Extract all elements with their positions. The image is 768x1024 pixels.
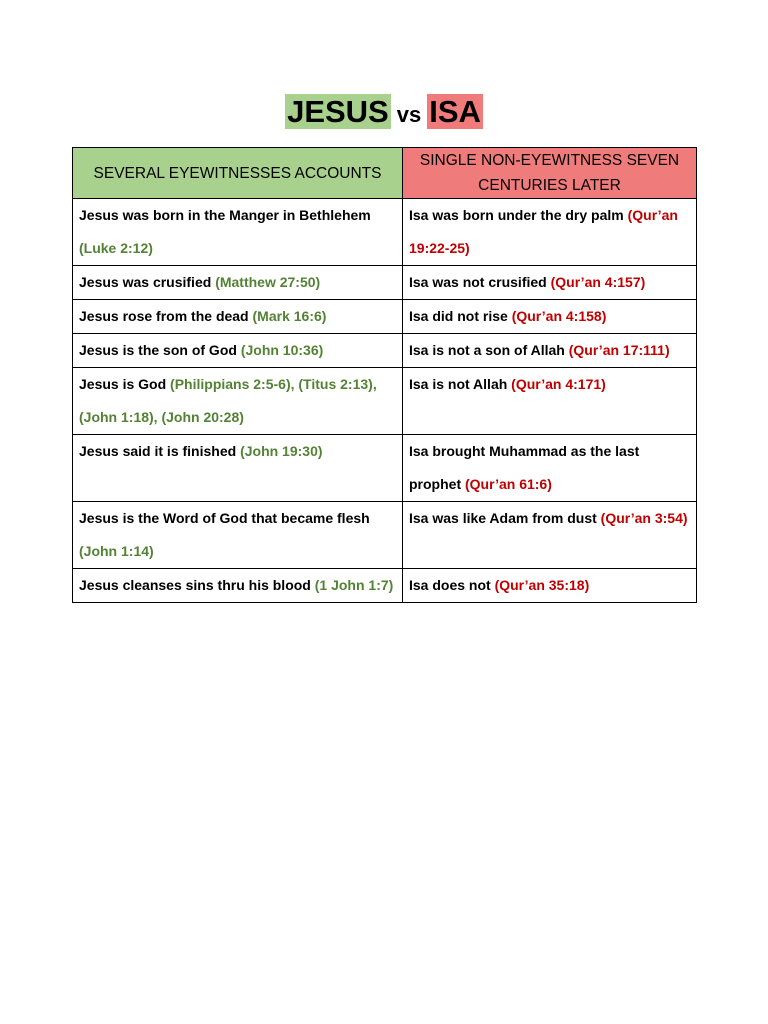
title-jesus: JESUS (287, 94, 389, 129)
jesus-statement: Jesus rose from the dead (79, 308, 253, 324)
jesus-cell (73, 569, 403, 603)
bible-reference: (Luke 2:12) (79, 240, 153, 256)
quran-reference: (Qur’an 4:171) (511, 376, 606, 392)
isa-statement: Isa was not crusified (409, 274, 551, 290)
isa-statement: Isa brought Muhammad as the last prophet (409, 443, 640, 492)
page-title (0, 92, 768, 138)
bible-reference: (John 10:36) (240, 342, 324, 358)
table-row (73, 569, 697, 603)
isa-cell (403, 199, 697, 266)
isa-cell (403, 569, 697, 603)
bible-reference: (Mark 16:6) (252, 308, 327, 324)
isa-statement: Isa did not rise (409, 308, 512, 324)
isa-statement: Isa does not (409, 577, 495, 593)
jesus-cell (73, 502, 403, 569)
quran-reference: (Qur’an 35:18) (494, 577, 590, 593)
jesus-cell (73, 300, 403, 334)
quran-reference: (Qur’an 61:6) (465, 476, 552, 492)
quran-reference: (Qur’an 3:54) (600, 510, 688, 526)
jesus-statement: Jesus is the Word of God that became flesh (79, 510, 370, 526)
comparison-table (72, 147, 697, 603)
table-row (73, 199, 697, 266)
quran-reference: (Qur’an 19:22-25) (409, 207, 678, 256)
table-row (73, 502, 697, 569)
table-row (73, 300, 697, 334)
isa-statement: Isa was like Adam from dust (409, 510, 601, 526)
jesus-statement: Jesus said it is finished (79, 443, 241, 459)
isa-cell (403, 334, 697, 368)
header-eyewitnesses: SEVERAL EYEWITNESSES ACCOUNTS (73, 148, 403, 199)
jesus-cell (73, 334, 403, 368)
isa-cell (403, 300, 697, 334)
quran-reference: (Qur’an 4:158) (511, 308, 607, 324)
bible-reference: (John 1:14) (79, 543, 154, 559)
isa-statement: Isa was born under the dry palm (409, 207, 628, 223)
table-row (73, 368, 697, 435)
isa-cell (403, 368, 697, 435)
header-row (73, 148, 697, 199)
jesus-statement: Jesus was born in the Manger in Bethlehem (79, 207, 371, 223)
isa-statement: Isa is not Allah (409, 376, 512, 392)
title-vs: vs (396, 102, 422, 127)
jesus-statement: Jesus is the son of God (79, 342, 241, 358)
isa-statement: Isa is not a son of Allah (409, 342, 569, 358)
table-row (73, 435, 697, 502)
title-isa: ISA (429, 94, 481, 129)
table-row (73, 266, 697, 300)
isa-cell (403, 266, 697, 300)
header-non-eyewitness: SINGLE NON-EYEWITNESS SEVEN CENTURIES LATER (403, 148, 697, 199)
jesus-cell (73, 266, 403, 300)
jesus-statement: Jesus was crusified (79, 274, 216, 290)
jesus-cell (73, 199, 403, 266)
jesus-statement: Jesus is God (79, 376, 171, 392)
bible-reference: (Philippians 2:5-6), (Titus 2:13), (John 1:18), (John 20:28) (79, 376, 377, 425)
quran-reference: (Qur’an 4:157) (550, 274, 646, 290)
isa-cell (403, 435, 697, 502)
bible-reference: (Matthew 27:50) (215, 274, 321, 290)
bible-reference: (John 19:30) (240, 443, 323, 459)
jesus-statement: Jesus cleanses sins thru his blood (79, 577, 315, 593)
jesus-cell (73, 368, 403, 435)
table-row (73, 334, 697, 368)
quran-reference: (Qur’an 17:111) (568, 342, 670, 358)
isa-cell (403, 502, 697, 569)
bible-reference: (1 John 1:7) (314, 577, 394, 593)
jesus-cell (73, 435, 403, 502)
